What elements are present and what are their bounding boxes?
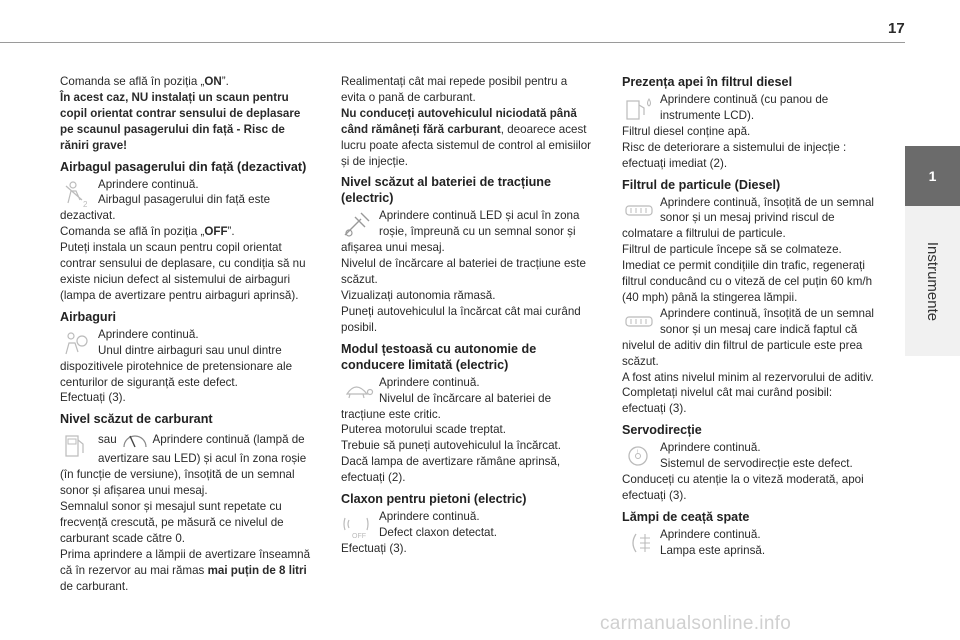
header-rule xyxy=(0,42,905,43)
keyword: ON xyxy=(204,75,222,88)
paragraph: Comanda se află în poziția „ON”. xyxy=(60,75,229,88)
paragraph: Risc de deteriorare a sistemului de injecție : efectuați imediat (2). xyxy=(622,140,847,170)
svg-text:!: ! xyxy=(636,450,639,457)
svg-text:2: 2 xyxy=(83,199,88,208)
paragraph: Conduceți cu atenție la o viteză moderată, apoi efectuați (3). xyxy=(622,473,864,502)
section-heading: Servodirecție xyxy=(622,423,702,438)
watermark: carmanualsonline.info xyxy=(600,613,792,634)
section-heading: Airbaguri xyxy=(60,309,116,324)
paragraph: Puneți autovehiculul la încărcat cât mai curând posibil. xyxy=(341,304,581,334)
paragraph: Unul dintre airbaguri sau unul dintre dispozitivele pirotehnice de pretensionare ale centurilor de siguranță este defect. xyxy=(60,343,293,389)
chapter-tab-number[interactable]: 1 xyxy=(905,146,960,206)
paragraph-text: Prima aprindere a lămpii de avertizare înseamnă că în rezervor au mai rămas xyxy=(60,547,311,577)
paragraph: Puteți instala un scaun pentru copil orientat contrar sensului de deplasare, cu condiția să nu existe niciun defect al sistemului de airbaguri (lampa de avertizare pentru airbaguri aprinsă). xyxy=(60,241,306,302)
particle-filter-icon xyxy=(622,196,656,226)
emphasis-text: mai puțin de 8 litri xyxy=(207,563,307,577)
horn-off-icon xyxy=(341,510,375,540)
paragraph-text: de carburant. xyxy=(60,579,129,593)
paragraph: Aprindere continuă. xyxy=(379,510,480,524)
paragraph: Aprindere continuă, însoțită de un semnal sonor și un mesaj care indică faptul că nivelul de aditiv din filtrul de particule este prea scăzut. xyxy=(622,306,874,368)
keyword: OFF xyxy=(204,225,228,239)
paragraph: Aprindere continuă. xyxy=(379,375,480,389)
section-heading: Prezența apei în filtrul diesel xyxy=(622,75,793,89)
paragraph: Dacă lampa de avertizare rămâne aprinsă, efectuați (2). xyxy=(341,455,561,485)
connector-text: sau xyxy=(98,433,117,447)
chapter-title: Instrumente xyxy=(924,241,941,321)
section-heading: Nivel scăzut de carburant xyxy=(60,412,213,427)
paragraph: Aprindere continuă (cu panou de instrumente LCD). xyxy=(660,93,829,122)
paragraph: Sistemul de servodirecție este defect. xyxy=(660,457,853,471)
section-heading: Nivel scăzut al bateriei de tracțiune (electric) xyxy=(341,175,551,206)
power-steering-icon xyxy=(622,441,656,471)
paragraph: Realimentați cât mai repede posibil pentru a evita o pană de carburant. xyxy=(341,75,568,104)
paragraph: Lampa este aprinsă. xyxy=(660,543,766,557)
paragraph: Aprindere continuă, însoțită de un semnal sonor și un mesaj privind riscul de colmatare a filtrului de particule. xyxy=(622,195,874,241)
emphasis-text: Nu conduceți autovehiculul niciodată până când rămâneți fără carburant xyxy=(341,106,577,136)
turtle-icon xyxy=(341,376,375,406)
paragraph xyxy=(60,547,312,595)
paragraph: Semnalul sonor și mesajul sunt repetate cu frecvență crescută, pe măsură ce nivelul de carburant scade către 0. xyxy=(60,500,284,545)
warning-paragraph: În acest caz, NU instalați un scaun pentru copil orientat contrar sensului de deplasare pe scaunul pasagerului din față - Risc de răniri grave! xyxy=(60,90,301,152)
paragraph: Aprindere continuă. xyxy=(660,441,761,455)
paragraph: Airbagul pasagerului din față este dezactivat. xyxy=(60,193,271,223)
paragraph: Filtrul de particule începe să se colmateze. Imediat ce permit condițiile din trafic, regenerați filtrul conducând cu o viteză de cel puțin 60 km/h (40 mph) până la stingerea lămpii. xyxy=(622,243,873,304)
paragraph xyxy=(60,429,312,499)
airbag-off-icon xyxy=(60,178,94,208)
paragraph: Trebuie să puneți autovehiculul la încărcat. xyxy=(341,439,561,453)
section-heading: Filtrul de particule (Diesel) xyxy=(622,177,781,192)
chapter-tab-label xyxy=(905,206,960,356)
paragraph: Aprindere continuă. xyxy=(98,177,199,191)
paragraph: Puterea motorului scade treptat. xyxy=(341,423,506,437)
battery-plug-icon xyxy=(341,209,375,239)
paragraph: Nivelul de încărcare al bateriei de tracțiune este critic. xyxy=(341,391,552,421)
airbag-icon xyxy=(60,328,94,358)
column-2 xyxy=(341,74,593,557)
section-heading: Claxon pentru pietoni (electric) xyxy=(341,492,527,507)
paragraph: Comanda se află în poziția „OFF”. xyxy=(60,225,235,239)
paragraph: Aprindere continuă. xyxy=(660,527,761,541)
paragraph: Vizualizați autonomia rămasă. xyxy=(341,288,496,302)
column-3 xyxy=(622,74,874,559)
section-heading: Modul țestoasă cu autonomie de conducere limitată (electric) xyxy=(341,341,537,372)
page-number: 17 xyxy=(888,20,905,37)
paragraph: Nivelul de încărcare al bateriei de tracțiune este scăzut. xyxy=(341,257,586,287)
column-1 xyxy=(60,74,312,594)
paragraph: Efectuați (3). xyxy=(341,541,407,555)
fuel-gauge-icon xyxy=(120,429,150,451)
svg-text:OFF: OFF xyxy=(352,533,366,541)
section-heading: Lămpi de ceață spate xyxy=(622,509,750,524)
particle-filter-icon xyxy=(622,307,656,337)
paragraph-text: , deoarece acest lucru poate afecta sistemul de control al emisiilor și de injecție. xyxy=(341,122,592,168)
water-in-fuel-icon xyxy=(622,93,656,123)
paragraph: Aprindere continuă LED și acul în zona roșie, împreună cu un semnal sonor și afișarea unui mesaj. xyxy=(341,209,580,255)
paragraph: A fost atins nivelul minim al rezervorului de aditiv. Completați nivelul cât mai curând posibil: efectuați (3). xyxy=(622,370,874,416)
paragraph xyxy=(341,106,593,170)
paragraph: Defect claxon detectat. xyxy=(379,525,497,539)
paragraph-text: Aprindere continuă (lampă de avertizare sau LED) și acul în zona roșie (în funcție de versiune), însoțită de un semnal sonor și afișarea unui mesaj. xyxy=(60,433,307,498)
paragraph: Aprindere continuă. xyxy=(98,327,199,341)
rear-fog-icon xyxy=(622,528,656,558)
fuel-pump-icon xyxy=(60,430,94,460)
paragraph: Filtrul diesel conține apă. xyxy=(622,124,751,138)
paragraph: Efectuați (3). xyxy=(60,391,126,405)
section-heading: Airbagul pasagerului din față (dezactivat) xyxy=(60,159,307,174)
